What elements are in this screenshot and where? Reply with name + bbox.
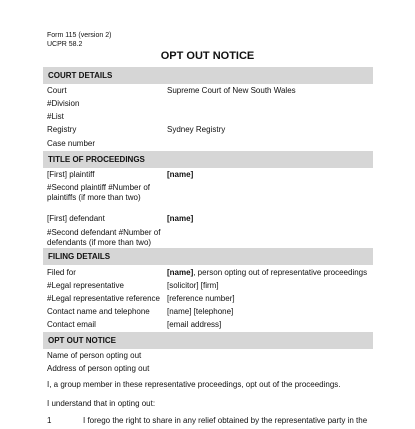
filed-for-description: , person opting out of representative proceedings: [193, 268, 368, 277]
filed-for-value: [167, 268, 377, 278]
contact-email-label: Contact email: [47, 320, 96, 329]
second-plaintiff-label: #Second plaintiff #Number of plaintiffs (if more than two): [47, 183, 151, 202]
rule-reference: UCPR 58.2: [47, 41, 83, 48]
division-label: #Division: [47, 99, 80, 108]
form-meta: [47, 31, 111, 49]
filed-for-name: [name]: [167, 268, 194, 277]
filed-for-label: Filed for: [47, 268, 76, 277]
section-heading-filing-details: FILING DETAILS: [43, 248, 373, 265]
section-heading-court-details: COURT DETAILS: [43, 67, 373, 84]
understanding-intro: I understand that in opting out:: [47, 399, 156, 408]
legal-representative-label: #Legal representative: [47, 281, 124, 290]
legal-representative-value: [solicitor] [firm]: [167, 281, 219, 290]
legal-reference-value: [reference number]: [167, 294, 235, 303]
list-item-text: I forego the right to share in any relief obtained by the representative party in the: [83, 416, 368, 425]
form-number: Form 115 (version 2): [47, 32, 112, 39]
opting-out-name-label: Name of person opting out: [47, 351, 142, 360]
section-heading-title-of-proceedings: TITLE OF PROCEEDINGS: [43, 151, 373, 168]
contact-email-value: [email address]: [167, 320, 222, 329]
contact-value: [name] [telephone]: [167, 307, 234, 316]
first-plaintiff-value: [name]: [167, 170, 194, 179]
first-plaintiff-label: [First] plaintiff: [47, 170, 95, 179]
page-title: OPT OUT NOTICE: [160, 50, 255, 62]
opt-out-statement: I, a group member in these representative proceedings, opt out of the proceedings.: [47, 380, 341, 389]
list-label: #List: [47, 112, 64, 121]
second-defendant-label: #Second defendant #Number of defendants (if more than two): [47, 228, 161, 247]
first-defendant-value: [name]: [167, 214, 194, 223]
registry-label: Registry: [47, 125, 77, 134]
list-item-number: 1: [47, 416, 52, 425]
registry-value: Sydney Registry: [167, 125, 226, 134]
section-heading-opt-out-notice: OPT OUT NOTICE: [43, 332, 373, 349]
contact-label: Contact name and telephone: [47, 307, 150, 316]
court-label: Court: [47, 86, 67, 95]
case-number-label: Case number: [47, 139, 96, 148]
legal-reference-label: #Legal representative reference: [47, 294, 160, 303]
opting-out-address-label: Address of person opting out: [47, 364, 150, 373]
court-value: Supreme Court of New South Wales: [167, 86, 296, 95]
first-defendant-label: [First] defendant: [47, 214, 105, 223]
